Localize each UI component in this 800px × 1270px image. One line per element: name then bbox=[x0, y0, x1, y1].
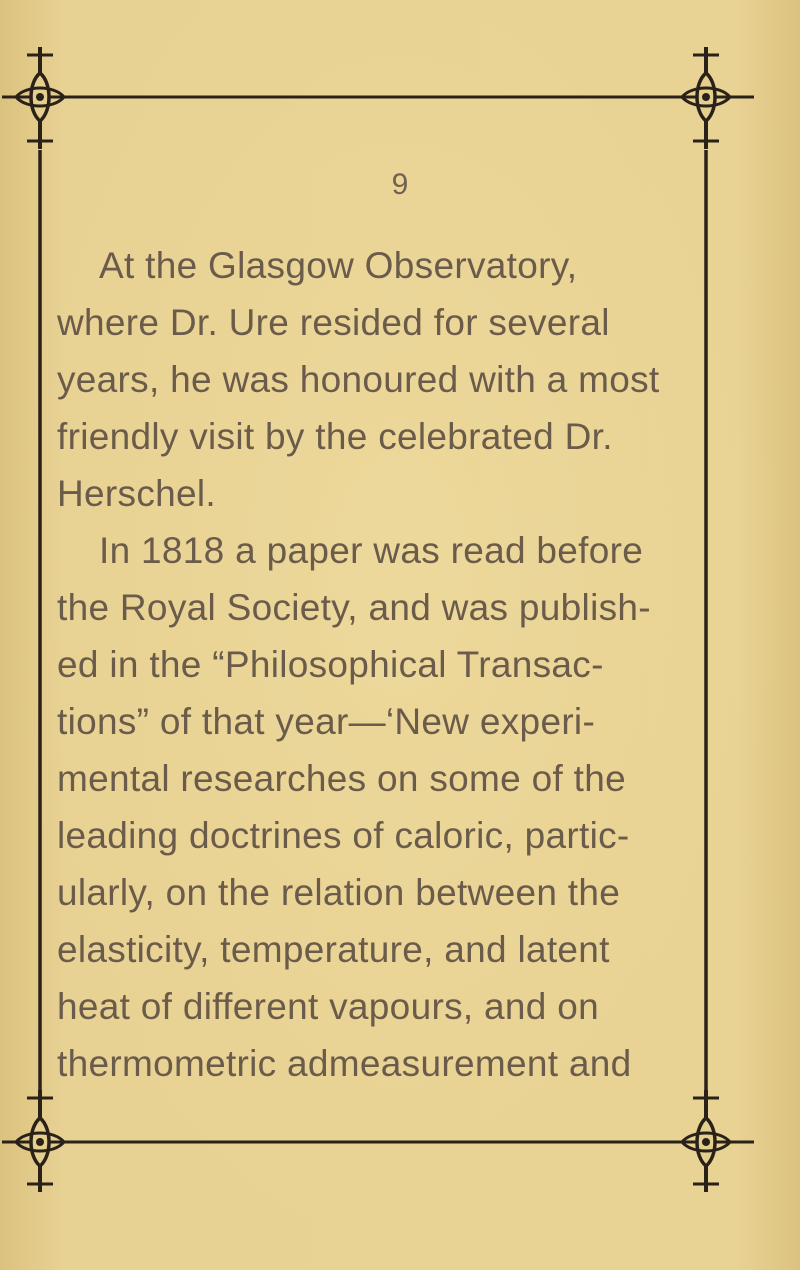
text-line: elasticity, temperature, and latent bbox=[57, 929, 610, 970]
corner-ornament-icon bbox=[668, 1090, 754, 1192]
text-line: Herschel. bbox=[57, 473, 216, 514]
text-line: ed in the “Philosophical Transac- bbox=[57, 644, 604, 685]
page-number: 9 bbox=[391, 168, 409, 201]
text-line: the Royal Society, and was publish- bbox=[57, 587, 651, 628]
text-line: mental researches on some of the bbox=[57, 758, 627, 799]
text-line: where Dr. Ure resided for several bbox=[57, 302, 610, 343]
text-line: ularly, on the relation between the bbox=[57, 872, 621, 913]
text-line: years, he was honoured with a most bbox=[57, 359, 660, 400]
text-line: In 1818 a paper was read before bbox=[99, 530, 644, 571]
text-line: friendly visit by the celebrated Dr. bbox=[57, 416, 613, 457]
text-line: heat of different vapours, and on bbox=[57, 986, 599, 1027]
text-line: thermometric admeasurement and bbox=[57, 1043, 632, 1084]
text-line: At the Glasgow Observatory, bbox=[99, 245, 578, 286]
corner-ornament-icon bbox=[2, 47, 78, 149]
corner-ornament-icon bbox=[668, 47, 754, 149]
text-line: tions” of that year—‘New experi- bbox=[57, 701, 596, 742]
text-line: leading doctrines of caloric, partic- bbox=[57, 815, 630, 856]
corner-ornament-icon bbox=[2, 1090, 78, 1192]
